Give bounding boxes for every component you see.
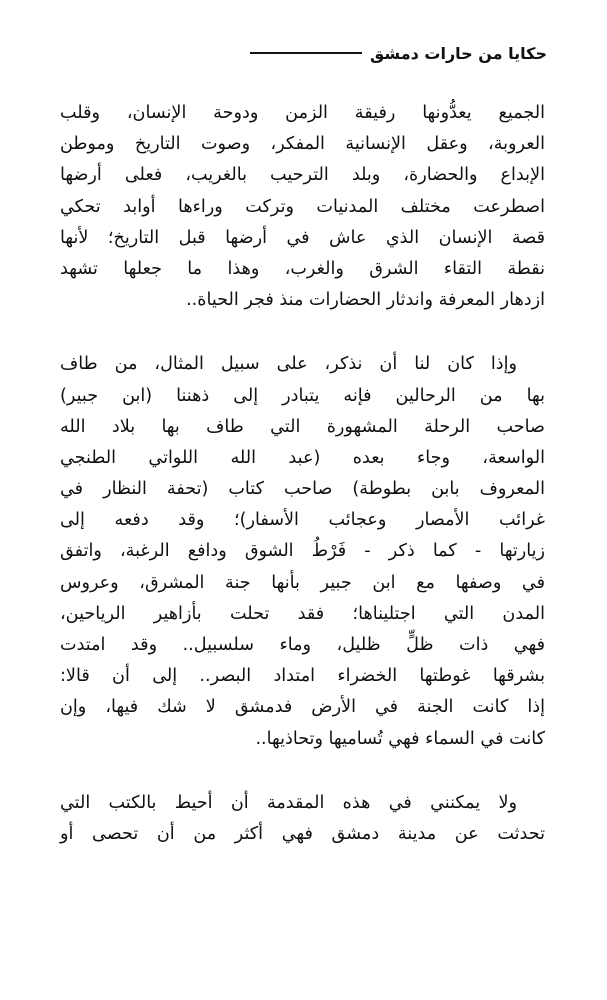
text-line: العروبة، وعقل الإنسانية المفكر، وصوت التاريخ وموطن	[60, 134, 545, 155]
text-line: الإبداع والحضارة، وبلد الترحيب بالغريب، فعلى أرضها	[60, 165, 545, 186]
header-rule	[250, 52, 362, 54]
paragraph-gap	[60, 316, 545, 349]
text-line: المدن التي اجتليناها؛ فقد تحلت بأزاهير الرياحين،	[60, 603, 545, 624]
text-line: بشرقها غوطتها الخضراء امتداد البصر.. إلى أن قالا:	[60, 666, 545, 687]
text-line: فهي ذات ظلٍّ ظليل، وماء سلسبيل.. وقد امتدت	[60, 635, 545, 655]
text-line: صاحب الرحلة المشهورة التي طاف بها بلاد الله	[60, 416, 545, 437]
text-line: في وصفها مع ابن جبير بأنها جنة المشرق، وعروس	[60, 572, 545, 593]
text-line: بها من الرحالين فإنه يتبادر إلى ذهننا (ابن جبير)	[60, 385, 545, 406]
text-line: وإذا كان لنا أن نذكر، على سبيل المثال، من طاف	[60, 354, 517, 375]
text-line: نقطة التقاء الشرق والغرب، وهذا ما جعلها تشهد	[60, 258, 545, 279]
text-line: تحدثت عن مدينة دمشق فهي أكثر من أن تحصى أو	[60, 823, 545, 844]
text-line: المعروف بابن بطوطة) صاحب كتاب (تحفة النظار في	[60, 479, 545, 500]
text-line: ولا يمكنني في هذه المقدمة أن أحيط بالكتب التي	[60, 792, 517, 813]
running-header-title: حكايا من حارات دمشق	[369, 43, 547, 63]
body-text	[60, 98, 545, 850]
paragraph-gap	[60, 755, 545, 788]
text-line: اصطرعت مختلف المدنيات وتركت وراءها أوابد تحكي	[60, 196, 545, 217]
text-line: إذا كانت الجنة في الأرض فدمشق لا شك فيها، وإن	[60, 697, 545, 718]
text-line: الواسعة، وجاء بعده (عبد الله اللواتي الطنجي	[60, 447, 545, 468]
text-line: كانت في السماء فهي تُساميها وتحاذيها..	[255, 728, 545, 749]
text-line: ازدهار المعرفة واندثار الحضارات منذ فجر الحياة..	[186, 290, 545, 311]
paragraph-3	[60, 788, 545, 850]
text-line: الجميع يعدُّونها رفيقة الزمن ودوحة الإنسان، وقلب	[60, 103, 545, 123]
text-line: غرائب الأمصار وعجائب الأسفار)؛ وقد دفعه إلى	[60, 510, 545, 531]
paragraph-2	[60, 349, 545, 754]
text-line: زيارتها - كما ذكر - فَرْطُ الشوق ودافع الرغبة، واتفق	[60, 541, 545, 562]
text-line: قصة الإنسان الذي عاش في أرضها قبل التاريخ؛ لأنها	[60, 227, 545, 248]
running-header	[60, 38, 547, 68]
paragraph-1	[60, 98, 545, 316]
